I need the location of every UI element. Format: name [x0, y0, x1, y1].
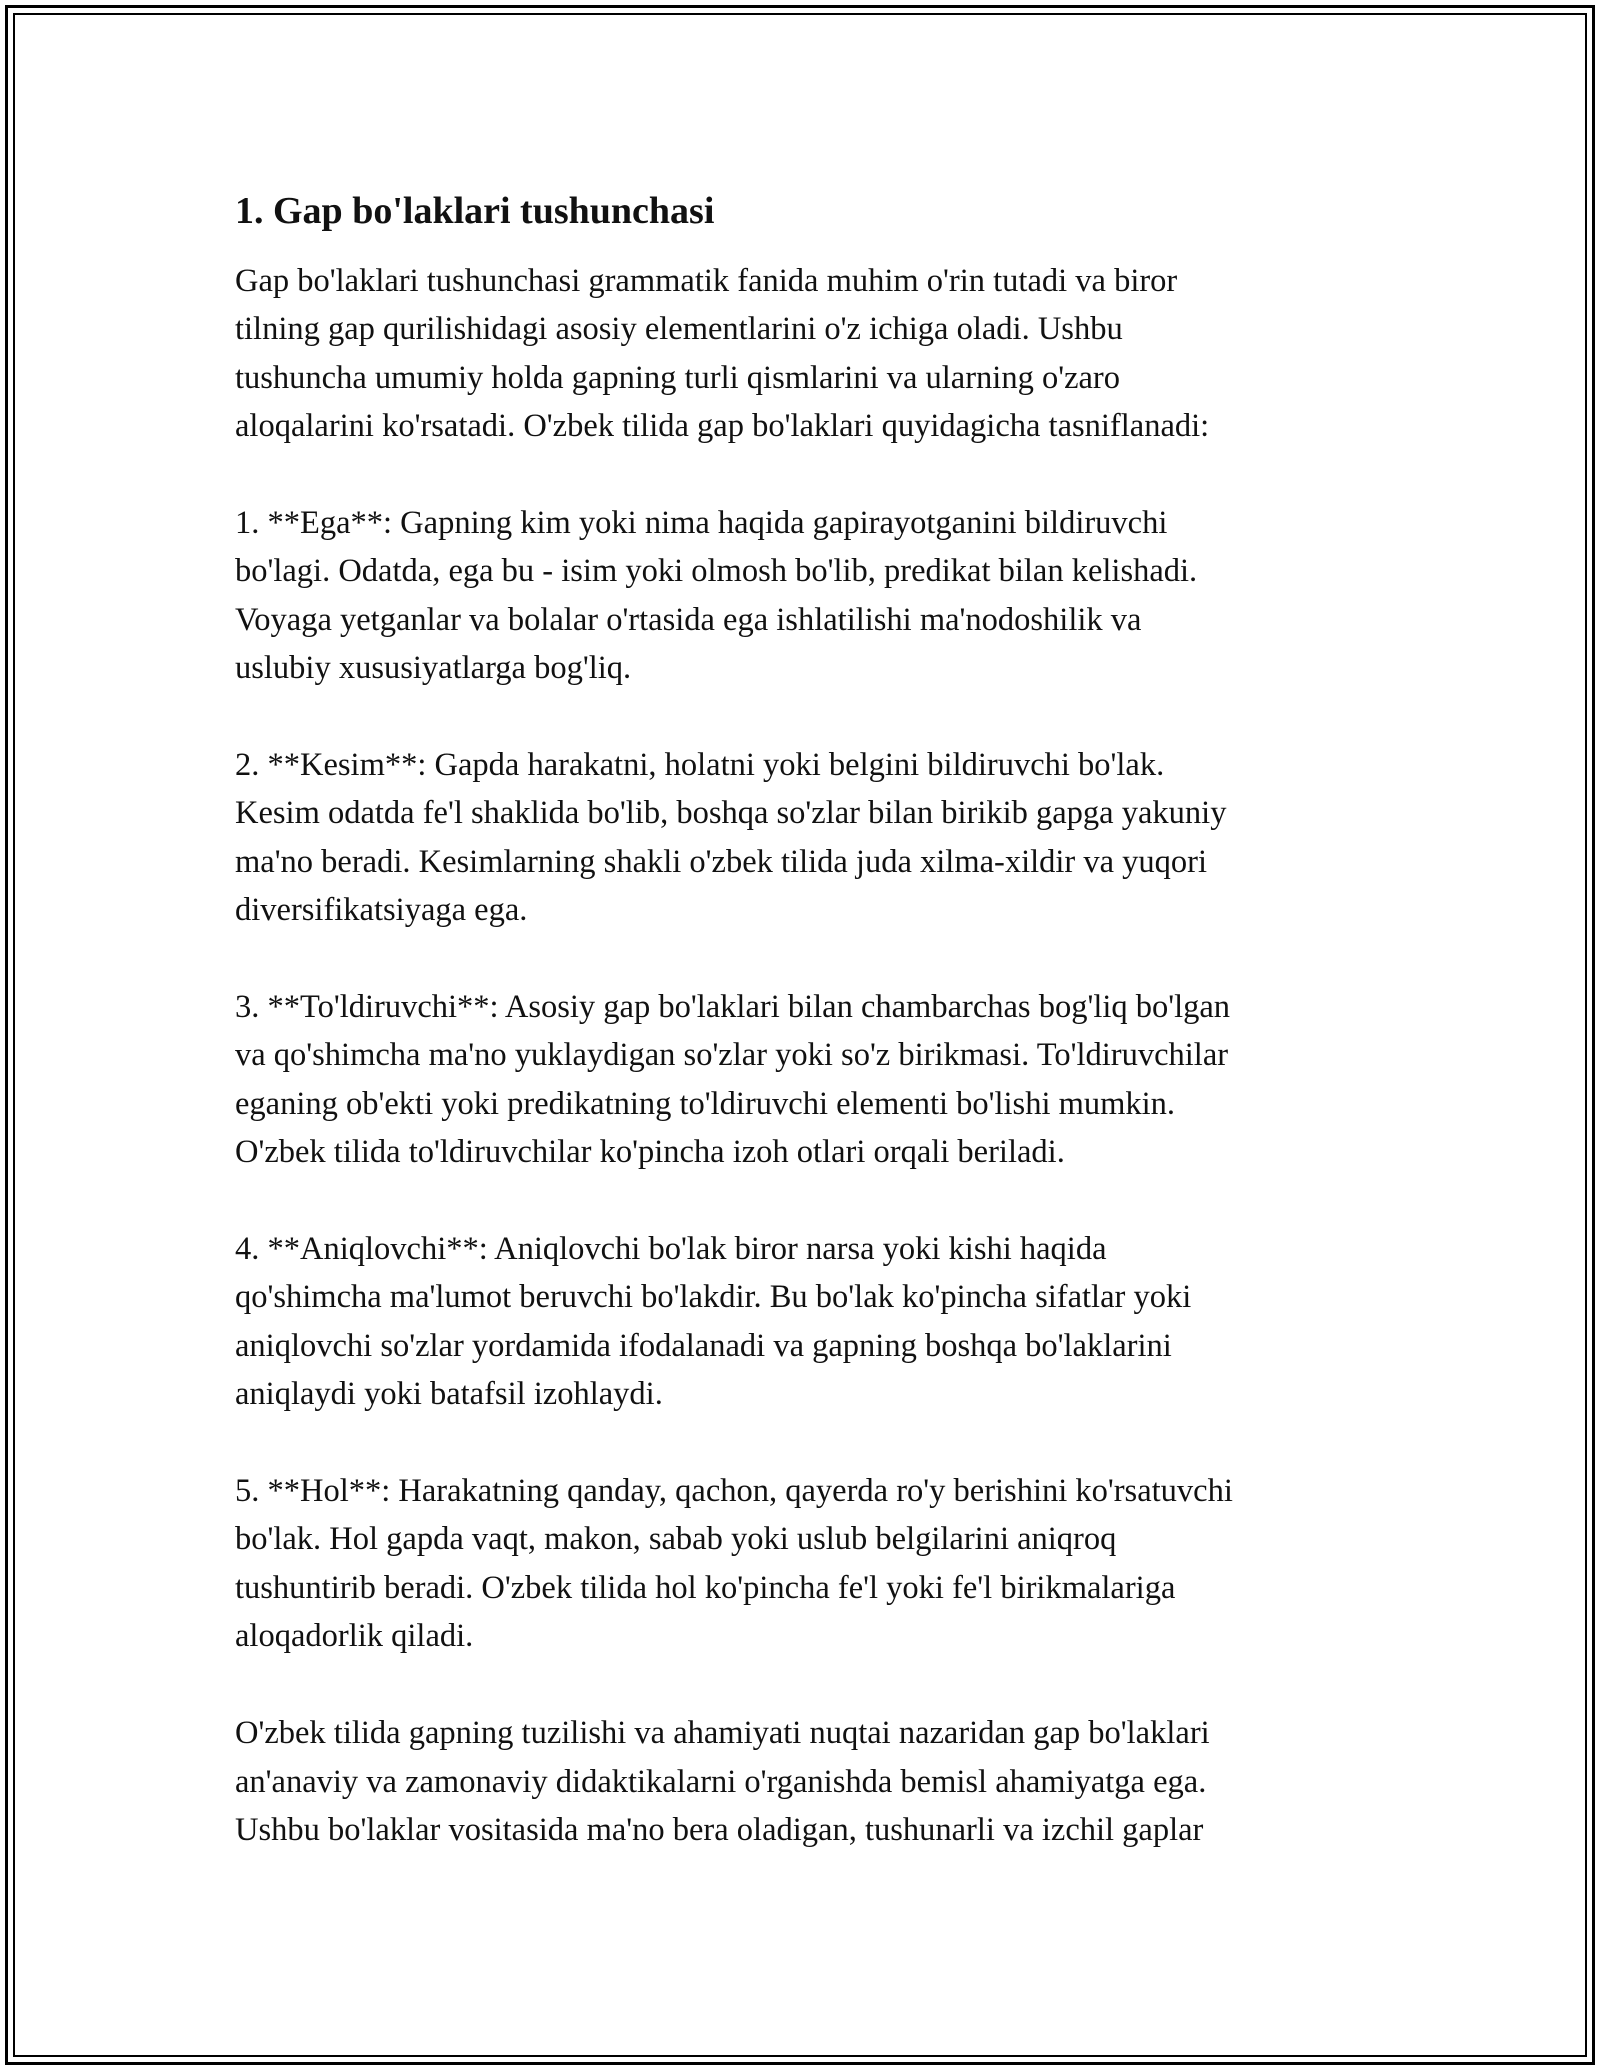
- paragraph-toldiruvchi: 3. **To'ldiruvchi**: Asosiy gap bo'laklari bilan chambarchas bog'liq bo'lgan va qo'shimcha ma'no yuklaydigan so'zlar yoki so'z birikmasi. To'ldiruvchilar eganing ob'ekti yoki predikatning to'ldiruvchi elementi bo'lishi mumkin. O'zbek tilida to'ldiruvchilar ko'pincha izoh otlari orqali beriladi.: [235, 989, 1231, 1171]
- document-body: [235, 185, 1375, 1903]
- paragraph-intro: Gap bo'laklari tushunchasi grammatik fanida muhim o'rin tutadi va biror tilning gap qurilishidagi asosiy elementlarini o'z ichiga oladi. Ushbu tushuncha umumiy holda gapning turli qismlarini va ularning o'zaro aloqalarini ko'rsatadi. O'zbek tilida gap bo'laklari quyidagicha tasniflanadi:: [235, 263, 1210, 445]
- paragraph-aniqlovchi: 4. **Aniqlovchi**: Aniqlovchi bo'lak biror narsa yoki kishi haqida qo'shimcha ma'lumot beruvchi bo'lakdir. Bu bo'lak ko'pincha sifatlar yoki aniqlovchi so'zlar yordamida ifodalanadi va gapning boshqa bo'laklarini aniqlaydi yoki batafsil izohlaydi.: [235, 1231, 1192, 1413]
- paragraph-kesim: 2. **Kesim**: Gapda harakatni, holatni yoki belgini bildiruvchi bo'lak. Kesim odatda fe'l shaklida bo'lib, boshqa so'zlar bilan birikib gapga yakuniy ma'no beradi. Kesimlarning shakli o'zbek tilida juda xilma-xildir va yuqori diversifikatsiyaga ega.: [235, 747, 1227, 929]
- paragraph-ega: 1. **Ega**: Gapning kim yoki nima haqida gapirayotganini bildiruvchi bo'lagi. Odatda, ega bu - isim yoki olmosh bo'lib, predikat bilan kelishadi. Voyaga yetganlar va bolalar o'rtasida ega ishlatilishi ma'nodoshilik va uslubiy xususiyatlarga bog'liq.: [235, 505, 1198, 687]
- page-title: 1. Gap bo'laklari tushunchasi: [235, 190, 715, 232]
- paragraph-hol: 5. **Hol**: Harakatning qanday, qachon, qayerda ro'y berishini ko'rsatuvchi bo'lak. Hol gapda vaqt, makon, sabab yoki uslub belgilarini aniqroq tushuntirib beradi. O'zbek tilida hol ko'pincha fe'l yoki fe'l birikmalariga aloqadorlik qiladi.: [235, 1473, 1233, 1655]
- paragraph-conclusion: O'zbek tilida gapning tuzilishi va ahamiyati nuqtai nazaridan gap bo'laklari an'anaviy va zamonaviy didaktikalarni o'rganishda bemisl ahamiyatga ega. Ushbu bo'laklar vositasida ma'no bera oladigan, tushunarli va izchil gaplar: [235, 1715, 1210, 1848]
